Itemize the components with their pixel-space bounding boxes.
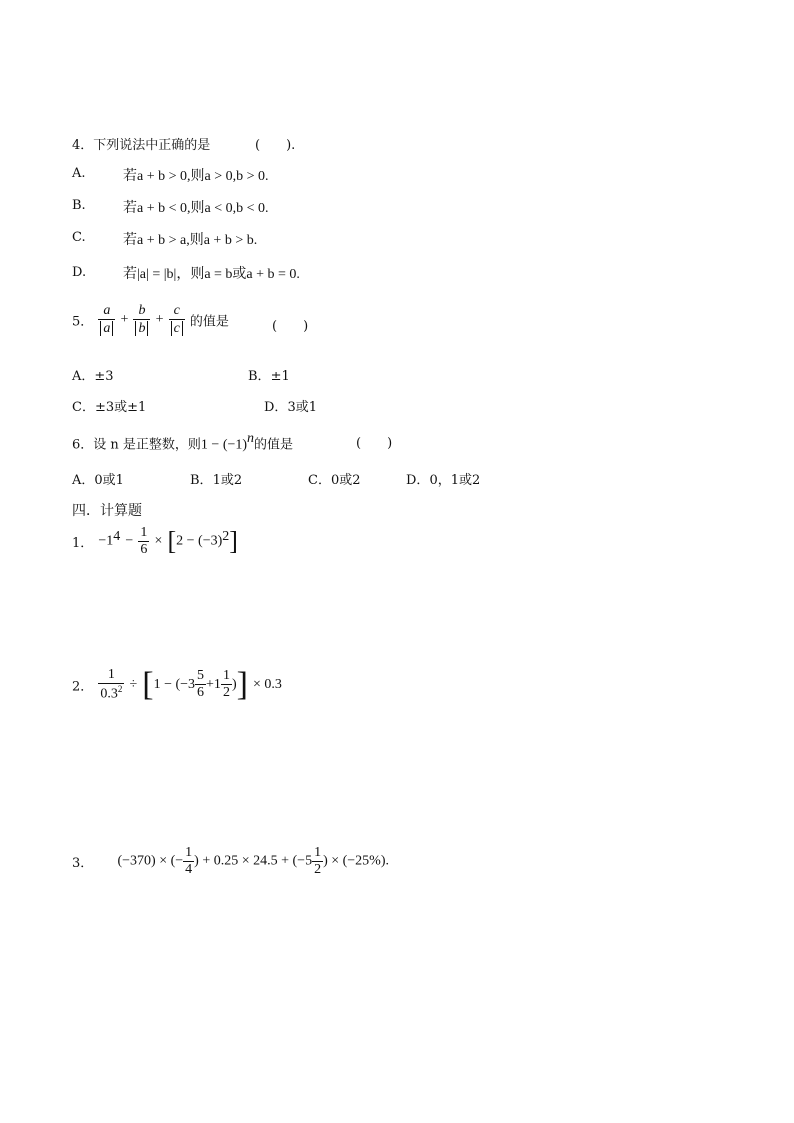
section-title: 四．计算题 [72, 503, 142, 519]
q5-frac-a-num: a [103, 303, 111, 318]
calc1-number: 1． [72, 536, 94, 552]
calc1-frac-num: 1 [140, 525, 148, 540]
q5-option-a-text: ±3 [94, 369, 114, 384]
calc2-mixed1-den: 6 [197, 685, 205, 700]
q5-frac-a [98, 304, 115, 336]
q4-option-d-text: 若|a| = |b|，则a = b或a + b = 0. [123, 267, 300, 282]
calc1-exponent1: 4 [113, 528, 121, 544]
q6-stem-pre: 6．设 n 是正整数，则 [72, 437, 201, 453]
calc2-den-exponent: 2 [117, 683, 123, 694]
q5-option-a-label: A． [72, 369, 95, 384]
q4-option-a-text: 若a + b > 0,则a > 0,b > 0. [123, 169, 269, 184]
calc3-line [72, 846, 389, 877]
q5-option-d [264, 396, 317, 415]
q5-option-c-text: ±3或±1 [94, 400, 147, 415]
calc2-mixed2-den: 2 [222, 685, 230, 700]
q5-paren: ( ) [272, 319, 309, 334]
calc2-part-a: 1 − (−3 [153, 677, 196, 692]
q5-option-d-label: D． [264, 400, 288, 415]
q5-frac-c-num: c [173, 303, 180, 318]
calc2-frac-num: 1 [107, 666, 115, 682]
q5-frac-b [133, 304, 150, 336]
calc1-bracket-body: 2 − (−3) [176, 533, 223, 549]
q5-frac-b-den: b [135, 321, 148, 336]
q5-frac-c [169, 304, 185, 336]
q5-number: 5． [72, 314, 94, 330]
q5-frac-a-den: a [100, 321, 113, 336]
q6-option-b-label: B． [190, 473, 213, 488]
q6-option-a-label: A． [72, 473, 95, 488]
q5-option-c [72, 396, 146, 415]
q4-option-d-label: D. [72, 265, 87, 280]
calc1-frac-den: 6 [140, 541, 148, 557]
calc2-fraction [98, 668, 124, 702]
calc2-part-c: ) [231, 677, 237, 692]
q5-option-b [248, 365, 290, 384]
calc2-mixed2-frac [221, 669, 232, 700]
calc2-number: 2． [72, 679, 94, 695]
q6-stem-post: 的值是 [254, 437, 294, 453]
q4-option-b-label: B. [72, 198, 86, 213]
q6-option-c-label: C． [308, 473, 331, 488]
calc2-frac-den: 0.3 [100, 686, 118, 702]
calc3-number: 3． [72, 856, 94, 872]
q6-paren: ( ) [356, 436, 393, 451]
calc3-frac1-den: 4 [185, 861, 193, 877]
calc2-divide: ÷ [129, 677, 138, 692]
q6-option-b-text: 1或2 [212, 473, 243, 488]
q6-exponent: n [247, 431, 255, 446]
q5-frac-b-num: b [138, 303, 146, 318]
calc2-part-b: +1 [206, 677, 221, 692]
q6-option-d-label: D． [406, 473, 430, 488]
q6-option-a-text: 0或1 [94, 473, 124, 488]
q6-stem [72, 431, 293, 453]
q5-plus-1: + [120, 312, 129, 328]
q5-option-d-text: 3或1 [287, 400, 317, 415]
q4-option-a-label: A. [72, 166, 86, 181]
calc1-part1: −1 [98, 533, 114, 549]
calc2-mixed2-num: 1 [222, 668, 230, 684]
q5-option-b-text: ±1 [270, 369, 290, 384]
q4-option-b-text: 若a + b < 0,则a < 0,b < 0. [123, 201, 269, 216]
q4-option-c-label: C. [72, 230, 86, 245]
calc1-bracket-close: ] [229, 526, 238, 556]
q6-option-c-text: 0或2 [330, 473, 361, 488]
calc1-line [72, 526, 238, 557]
q5-frac-c-den: c [171, 321, 183, 336]
calc1-fraction [138, 526, 149, 557]
calc3-frac2 [312, 846, 323, 877]
q6-option-a [72, 469, 124, 488]
q6-expr: 1 − (−1) [200, 437, 248, 453]
q4-paren: ( ). [255, 138, 296, 153]
calc2-tail: × 0.3 [253, 677, 282, 692]
q6-option-c [308, 469, 361, 488]
calc3-frac2-den: 2 [314, 861, 322, 877]
calc3-part-c: ) × (−25%). [323, 853, 390, 869]
q4-stem-text: 4．下列说法中正确的是 [72, 138, 211, 153]
calc2-mixed1-frac [195, 669, 206, 700]
calc1-exponent2: 2 [222, 528, 230, 544]
calc3-part-a: (−370) × (− [117, 853, 184, 869]
q6-option-d [406, 469, 480, 488]
calc3-frac1-num: 1 [185, 845, 193, 860]
q4-option-c-text: 若a + b > a,则a + b > b. [123, 233, 258, 248]
calc3-frac1 [183, 846, 194, 877]
calc2-bracket-close: ] [236, 666, 248, 703]
q4-stem [72, 134, 210, 153]
q6-option-b [190, 469, 242, 488]
calc2-line [72, 666, 282, 704]
calc2-bracket-open: [ [142, 666, 154, 703]
q5-option-b-label: B． [248, 369, 271, 384]
calc1-times: × [154, 533, 163, 549]
q5-plus-2: + [155, 312, 164, 328]
q5-tail: 的值是 [189, 314, 229, 330]
calc2-mixed1-num: 5 [197, 668, 205, 684]
calc1-minus: − [125, 533, 134, 549]
calc3-frac2-num: 1 [314, 845, 322, 860]
q5-option-a [72, 365, 114, 384]
q6-option-d-text: 0，1或2 [429, 473, 481, 488]
q5-option-c-label: C． [72, 400, 95, 415]
q5-line [72, 304, 229, 336]
calc3-part-b: ) + 0.25 × 24.5 + (−5 [194, 853, 313, 869]
calc1-bracket-open: [ [167, 526, 177, 556]
